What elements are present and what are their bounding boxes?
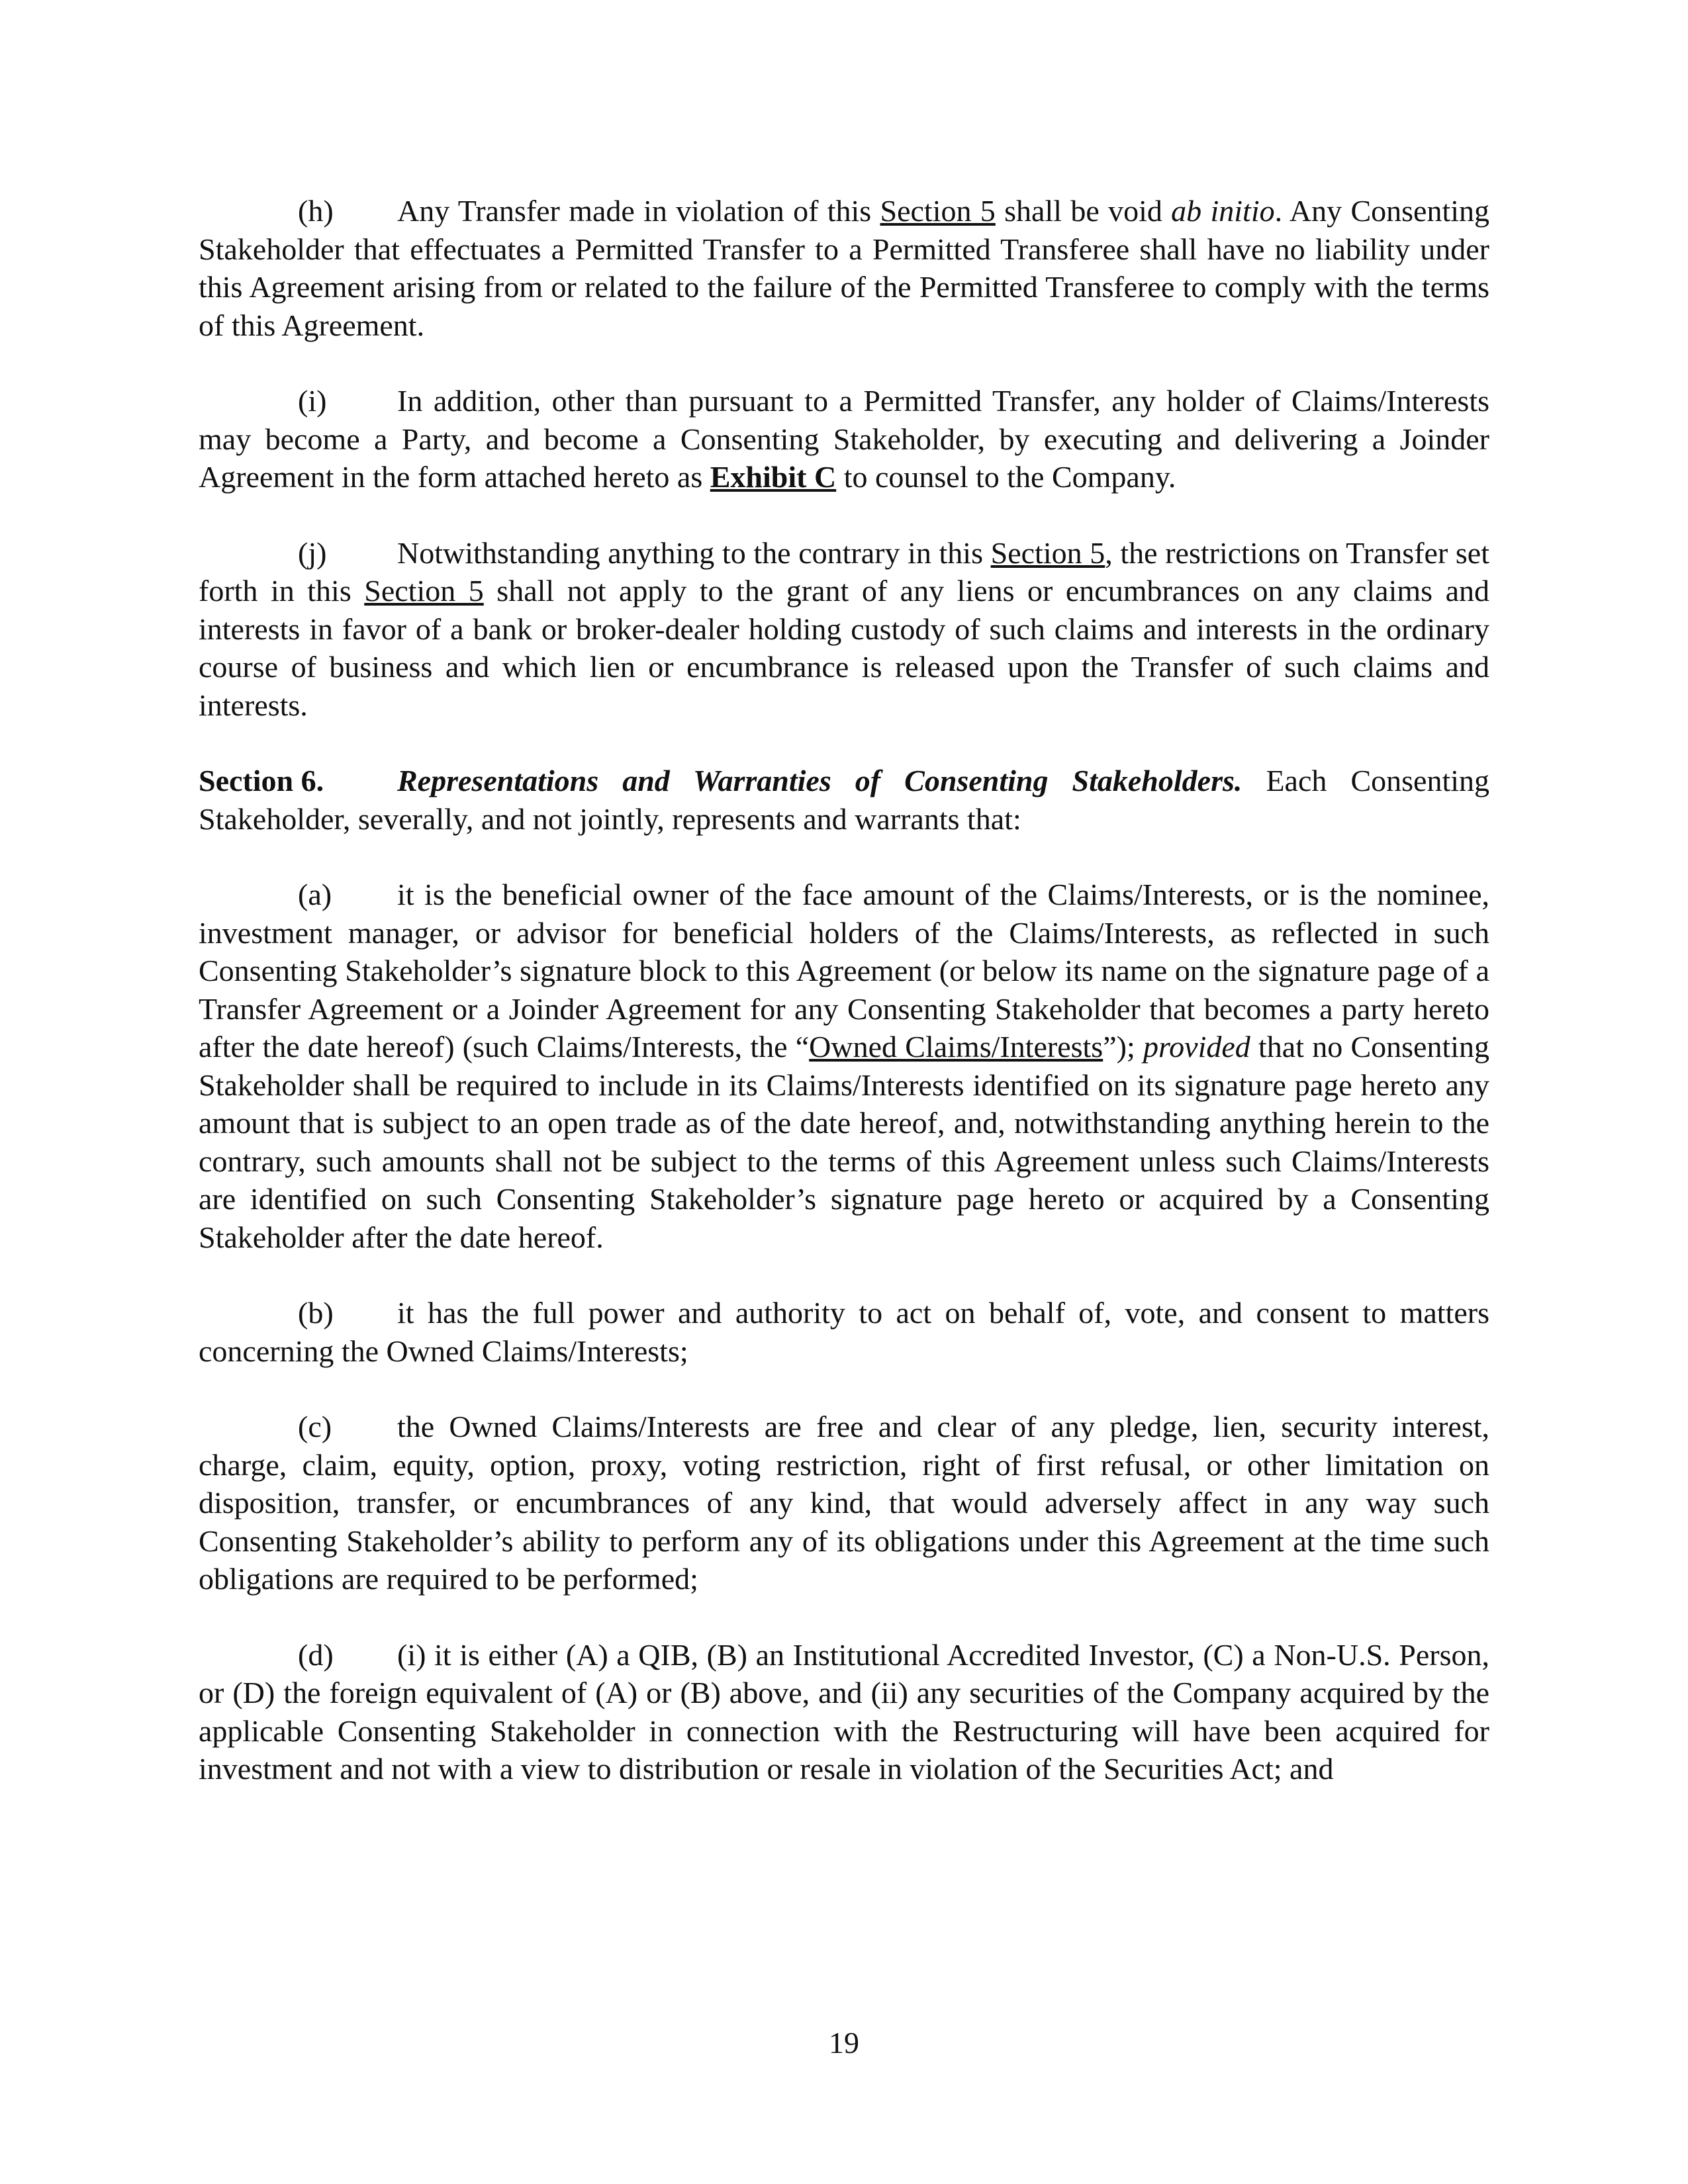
paragraph-h: [199, 192, 1489, 344]
section-reference: Section 5: [880, 194, 996, 228]
italic-term: provided: [1143, 1030, 1250, 1064]
paragraph-text: In addition, other than pursuant to a Permitted Transfer, any holder of Claims/Interests may become a Party, and become a Consenting Stakeholder, by executing and delivering a Joinder Agreement in the form attached hereto as: [199, 384, 1489, 494]
paragraph-j: [199, 534, 1489, 725]
paragraph-text: Any Transfer made in violation of this: [397, 194, 880, 228]
section-title: Representations and Warranties of Consenting Stakeholders.: [397, 764, 1243, 797]
paragraph-d: [199, 1636, 1489, 1788]
defined-term: Owned Claims/Interests: [809, 1030, 1103, 1064]
section-number: Section 6.: [199, 764, 324, 797]
paragraph-text: . Any Consenting Stakeholder that effectuates a Permitted Transfer to a Permitted Transferee shall have no liability under this Agreement arising from or related to the failure of the Permitted Transferee to comply with the terms of this Agreement.: [199, 194, 1490, 342]
paragraph-text: Notwithstanding anything to the contrary in this: [397, 535, 991, 570]
paragraph-label: (d): [298, 1637, 334, 1672]
paragraph-label: (h): [298, 194, 334, 228]
paragraph-text: that no Consenting Stakeholder shall be required to include in its Claims/Interests identified on its signature page hereto any amount that is subject to an open trade as of the date hereof, and, notwithstanding anything herein to the contrary, such amounts shall not be subject to the terms of this Agreement unless such Claims/Interests are identified on such Consenting Stakeholder’s signature page hereto or acquired by a Consenting Stakeholder after the date hereof.: [199, 1030, 1490, 1254]
section-reference: Section 5: [364, 574, 484, 608]
paragraph-label: (i): [298, 384, 327, 418]
paragraph-text: ”);: [1103, 1030, 1143, 1064]
paragraph-text: to counsel to the Company.: [836, 460, 1176, 494]
paragraph-text: Each Consenting Stakeholder, severally, and not jointly, represents and warrants that:: [199, 764, 1490, 836]
section-6-heading: [199, 762, 1489, 838]
paragraph-c: [199, 1408, 1489, 1598]
paragraph-text: shall be void: [995, 194, 1172, 228]
paragraph-text: it is the beneficial owner of the face amount of the Claims/Interests, or is the nominee, investment manager, or advisor for beneficial holders of the Claims/Interests, as reflected in such Consenting Stakeholder’s signature block to this Agreement (or below its name on the signature page of a Transfer Agreement or a Joinder Agreement for any Consenting Stakeholder that becomes a party hereto after the date hereof) (such Claims/Interests, the “: [199, 878, 1489, 1064]
document-page: [199, 192, 1489, 1826]
page-number: 19: [829, 2026, 859, 2060]
paragraph-a: [199, 876, 1489, 1256]
paragraph-label: (c): [298, 1410, 332, 1443]
paragraph-text: , the restrictions on Transfer set forth in this: [199, 535, 1490, 608]
italic-term: ab initio: [1171, 194, 1275, 228]
paragraph-b: [199, 1294, 1489, 1370]
paragraph-label: (a): [298, 878, 332, 911]
paragraph-text: shall not apply to the grant of any liens or encumbrances on any claims and interests in favor of a bank or broker-dealer holding custody of such claims and interests in the ordinary course of business and which lien or encumbrance is released upon the Transfer of such claims and interests.: [199, 574, 1489, 722]
paragraph-text: the Owned Claims/Interests are free and clear of any pledge, lien, security interest, charge, claim, equity, option, proxy, voting restriction, right of first refusal, or other limitation on disposition, transfer, or encumbrances of any kind, that would adversely affect in any way such Consenting Stakeholder’s ability to perform any of its obligations under this Agreement at the time such obligations are required to be performed;: [199, 1410, 1489, 1596]
paragraph-text: (i) it is either (A) a QIB, (B) an Institutional Accredited Investor, (C) a Non-U.S. Person, or (D) the foreign equivalent of (A) or (B) above, and (ii) any securities of the Company acquired by the applicable Consenting Stakeholder in connection with the Restructuring will have been acquired for investment and not with a view to distribution or resale in violation of the Securities Act; and: [199, 1637, 1489, 1786]
paragraph-i: [199, 382, 1489, 496]
paragraph-text: it has the full power and authority to act on behalf of, vote, and consent to matters concerning the Owned Claims/Interests;: [199, 1296, 1489, 1368]
exhibit-reference: Exhibit C: [710, 460, 837, 494]
paragraph-label: (j): [298, 535, 327, 570]
section-reference: Section 5: [990, 535, 1105, 570]
paragraph-label: (b): [298, 1296, 334, 1330]
